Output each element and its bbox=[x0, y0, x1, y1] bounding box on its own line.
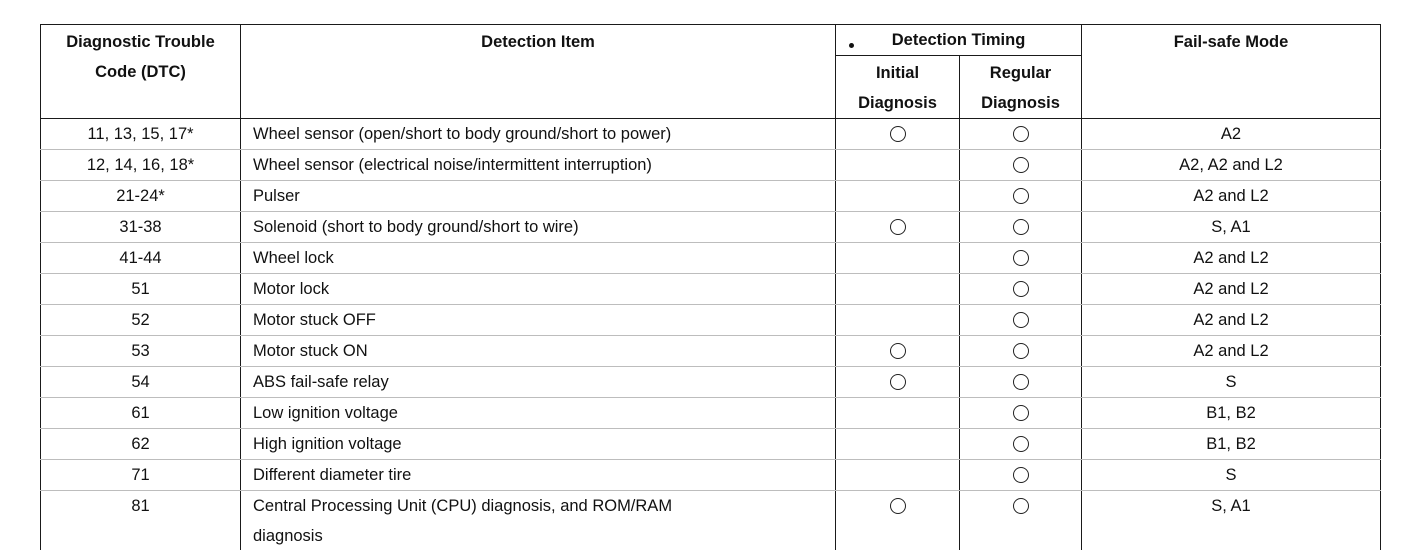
initial-diagnosis-cell bbox=[836, 305, 960, 336]
circle-mark-icon bbox=[1013, 467, 1029, 483]
regular-diagnosis-cell bbox=[960, 429, 1082, 460]
initial-diagnosis-cell bbox=[836, 460, 960, 491]
initial-diagnosis-cell bbox=[836, 212, 960, 243]
dtc-code: 81 bbox=[41, 491, 241, 550]
dtc-code: 12, 14, 16, 18* bbox=[41, 150, 241, 181]
dtc-code: 54 bbox=[41, 367, 241, 398]
failsafe-mode: S bbox=[1082, 367, 1381, 398]
circle-mark-icon bbox=[890, 343, 906, 359]
header-regular-diagnosis bbox=[960, 56, 1082, 119]
detection-item: Wheel sensor (electrical noise/intermittent interruption) bbox=[241, 150, 836, 181]
dtc-code: 21-24* bbox=[41, 181, 241, 212]
initial-diagnosis-cell bbox=[836, 429, 960, 460]
detection-item: Motor stuck OFF bbox=[241, 305, 836, 336]
regular-diagnosis-cell bbox=[960, 305, 1082, 336]
circle-mark-icon bbox=[1013, 281, 1029, 297]
initial-diagnosis-cell bbox=[836, 274, 960, 305]
regular-diagnosis-cell bbox=[960, 274, 1082, 305]
circle-mark-icon bbox=[1013, 498, 1029, 514]
regular-diagnosis-cell bbox=[960, 150, 1082, 181]
regular-diagnosis-cell bbox=[960, 460, 1082, 491]
table-row bbox=[41, 491, 1381, 550]
table-row bbox=[41, 212, 1381, 243]
initial-diagnosis-cell bbox=[836, 398, 960, 429]
failsafe-mode: S bbox=[1082, 460, 1381, 491]
detection-item: Wheel lock bbox=[241, 243, 836, 274]
failsafe-mode: A2, A2 and L2 bbox=[1082, 150, 1381, 181]
failsafe-mode: S, A1 bbox=[1082, 212, 1381, 243]
circle-mark-icon bbox=[1013, 436, 1029, 452]
dtc-code: 53 bbox=[41, 336, 241, 367]
circle-mark-icon bbox=[1013, 405, 1029, 421]
failsafe-mode: A2 and L2 bbox=[1082, 181, 1381, 212]
circle-mark-icon bbox=[890, 374, 906, 390]
table-row bbox=[41, 150, 1381, 181]
table-row bbox=[41, 181, 1381, 212]
regular-diagnosis-cell bbox=[960, 212, 1082, 243]
circle-mark-icon bbox=[1013, 312, 1029, 328]
header-initial-line2: Diagnosis bbox=[858, 94, 937, 112]
circle-mark-icon bbox=[1013, 157, 1029, 173]
dtc-code: 71 bbox=[41, 460, 241, 491]
initial-diagnosis-cell bbox=[836, 367, 960, 398]
regular-diagnosis-cell bbox=[960, 491, 1082, 550]
detection-item: Low ignition voltage bbox=[241, 398, 836, 429]
detection-item: ABS fail-safe relay bbox=[241, 367, 836, 398]
failsafe-mode: A2 and L2 bbox=[1082, 336, 1381, 367]
dtc-code: 62 bbox=[41, 429, 241, 460]
header-dtc-line2: Code (DTC) bbox=[95, 63, 186, 81]
initial-diagnosis-cell bbox=[836, 243, 960, 274]
detection-item-line1: Central Processing Unit (CPU) diagnosis, and ROM/RAM bbox=[253, 497, 673, 515]
initial-diagnosis-cell bbox=[836, 336, 960, 367]
table-row bbox=[41, 429, 1381, 460]
failsafe-mode: A2 and L2 bbox=[1082, 305, 1381, 336]
circle-mark-icon bbox=[890, 498, 906, 514]
table-row bbox=[41, 243, 1381, 274]
initial-diagnosis-cell bbox=[836, 181, 960, 212]
table-row bbox=[41, 305, 1381, 336]
header-detection-timing: Detection Timing bbox=[836, 25, 1082, 56]
header-detection-item bbox=[241, 25, 836, 119]
header-failsafe-mode: Fail-safe Mode bbox=[1082, 25, 1381, 119]
failsafe-mode: A2 and L2 bbox=[1082, 243, 1381, 274]
detection-item: Different diameter tire bbox=[241, 460, 836, 491]
table-row bbox=[41, 398, 1381, 429]
detection-item bbox=[241, 491, 836, 550]
table-row bbox=[41, 367, 1381, 398]
initial-diagnosis-cell bbox=[836, 150, 960, 181]
circle-mark-icon bbox=[890, 126, 906, 142]
regular-diagnosis-cell bbox=[960, 398, 1082, 429]
table-row bbox=[41, 336, 1381, 367]
header-initial-line1: Initial bbox=[875, 64, 920, 82]
circle-mark-icon bbox=[1013, 374, 1029, 390]
dtc-table bbox=[40, 24, 1381, 550]
circle-mark-icon bbox=[890, 219, 906, 235]
regular-diagnosis-cell bbox=[960, 243, 1082, 274]
regular-diagnosis-cell bbox=[960, 367, 1082, 398]
failsafe-mode: A2 and L2 bbox=[1082, 274, 1381, 305]
detection-item: Wheel sensor (open/short to body ground/short to power) bbox=[241, 119, 836, 150]
circle-mark-icon bbox=[1013, 219, 1029, 235]
header-detection-item-label: Detection Item bbox=[481, 33, 595, 51]
regular-diagnosis-cell bbox=[960, 119, 1082, 150]
table-row bbox=[41, 460, 1381, 491]
failsafe-mode: S, A1 bbox=[1082, 491, 1381, 550]
detection-item: Pulser bbox=[241, 181, 836, 212]
regular-diagnosis-cell bbox=[960, 181, 1082, 212]
header-dtc-line1: Diagnostic Trouble bbox=[66, 33, 215, 51]
detection-item-line2: diagnosis bbox=[253, 527, 323, 545]
detection-item: Solenoid (short to body ground/short to wire) bbox=[241, 212, 836, 243]
circle-mark-icon bbox=[1013, 250, 1029, 266]
dtc-code: 61 bbox=[41, 398, 241, 429]
dtc-code: 41-44 bbox=[41, 243, 241, 274]
detection-item: High ignition voltage bbox=[241, 429, 836, 460]
table-row bbox=[41, 119, 1381, 150]
failsafe-mode: A2 bbox=[1082, 119, 1381, 150]
header-dtc bbox=[41, 25, 241, 119]
dtc-code: 31-38 bbox=[41, 212, 241, 243]
circle-mark-icon bbox=[1013, 343, 1029, 359]
circle-mark-icon bbox=[1013, 126, 1029, 142]
regular-diagnosis-cell bbox=[960, 336, 1082, 367]
stray-dot-mark bbox=[849, 43, 854, 48]
dtc-code: 51 bbox=[41, 274, 241, 305]
header-regular-line1: Regular bbox=[989, 64, 1052, 82]
circle-mark-icon bbox=[1013, 188, 1029, 204]
failsafe-mode: B1, B2 bbox=[1082, 429, 1381, 460]
failsafe-mode: B1, B2 bbox=[1082, 398, 1381, 429]
dtc-code: 52 bbox=[41, 305, 241, 336]
detection-item: Motor lock bbox=[241, 274, 836, 305]
initial-diagnosis-cell bbox=[836, 119, 960, 150]
header-initial-diagnosis bbox=[836, 56, 960, 119]
initial-diagnosis-cell bbox=[836, 491, 960, 550]
header-regular-line2: Diagnosis bbox=[981, 94, 1060, 112]
dtc-code: 11, 13, 15, 17* bbox=[41, 119, 241, 150]
table-row bbox=[41, 274, 1381, 305]
detection-item: Motor stuck ON bbox=[241, 336, 836, 367]
